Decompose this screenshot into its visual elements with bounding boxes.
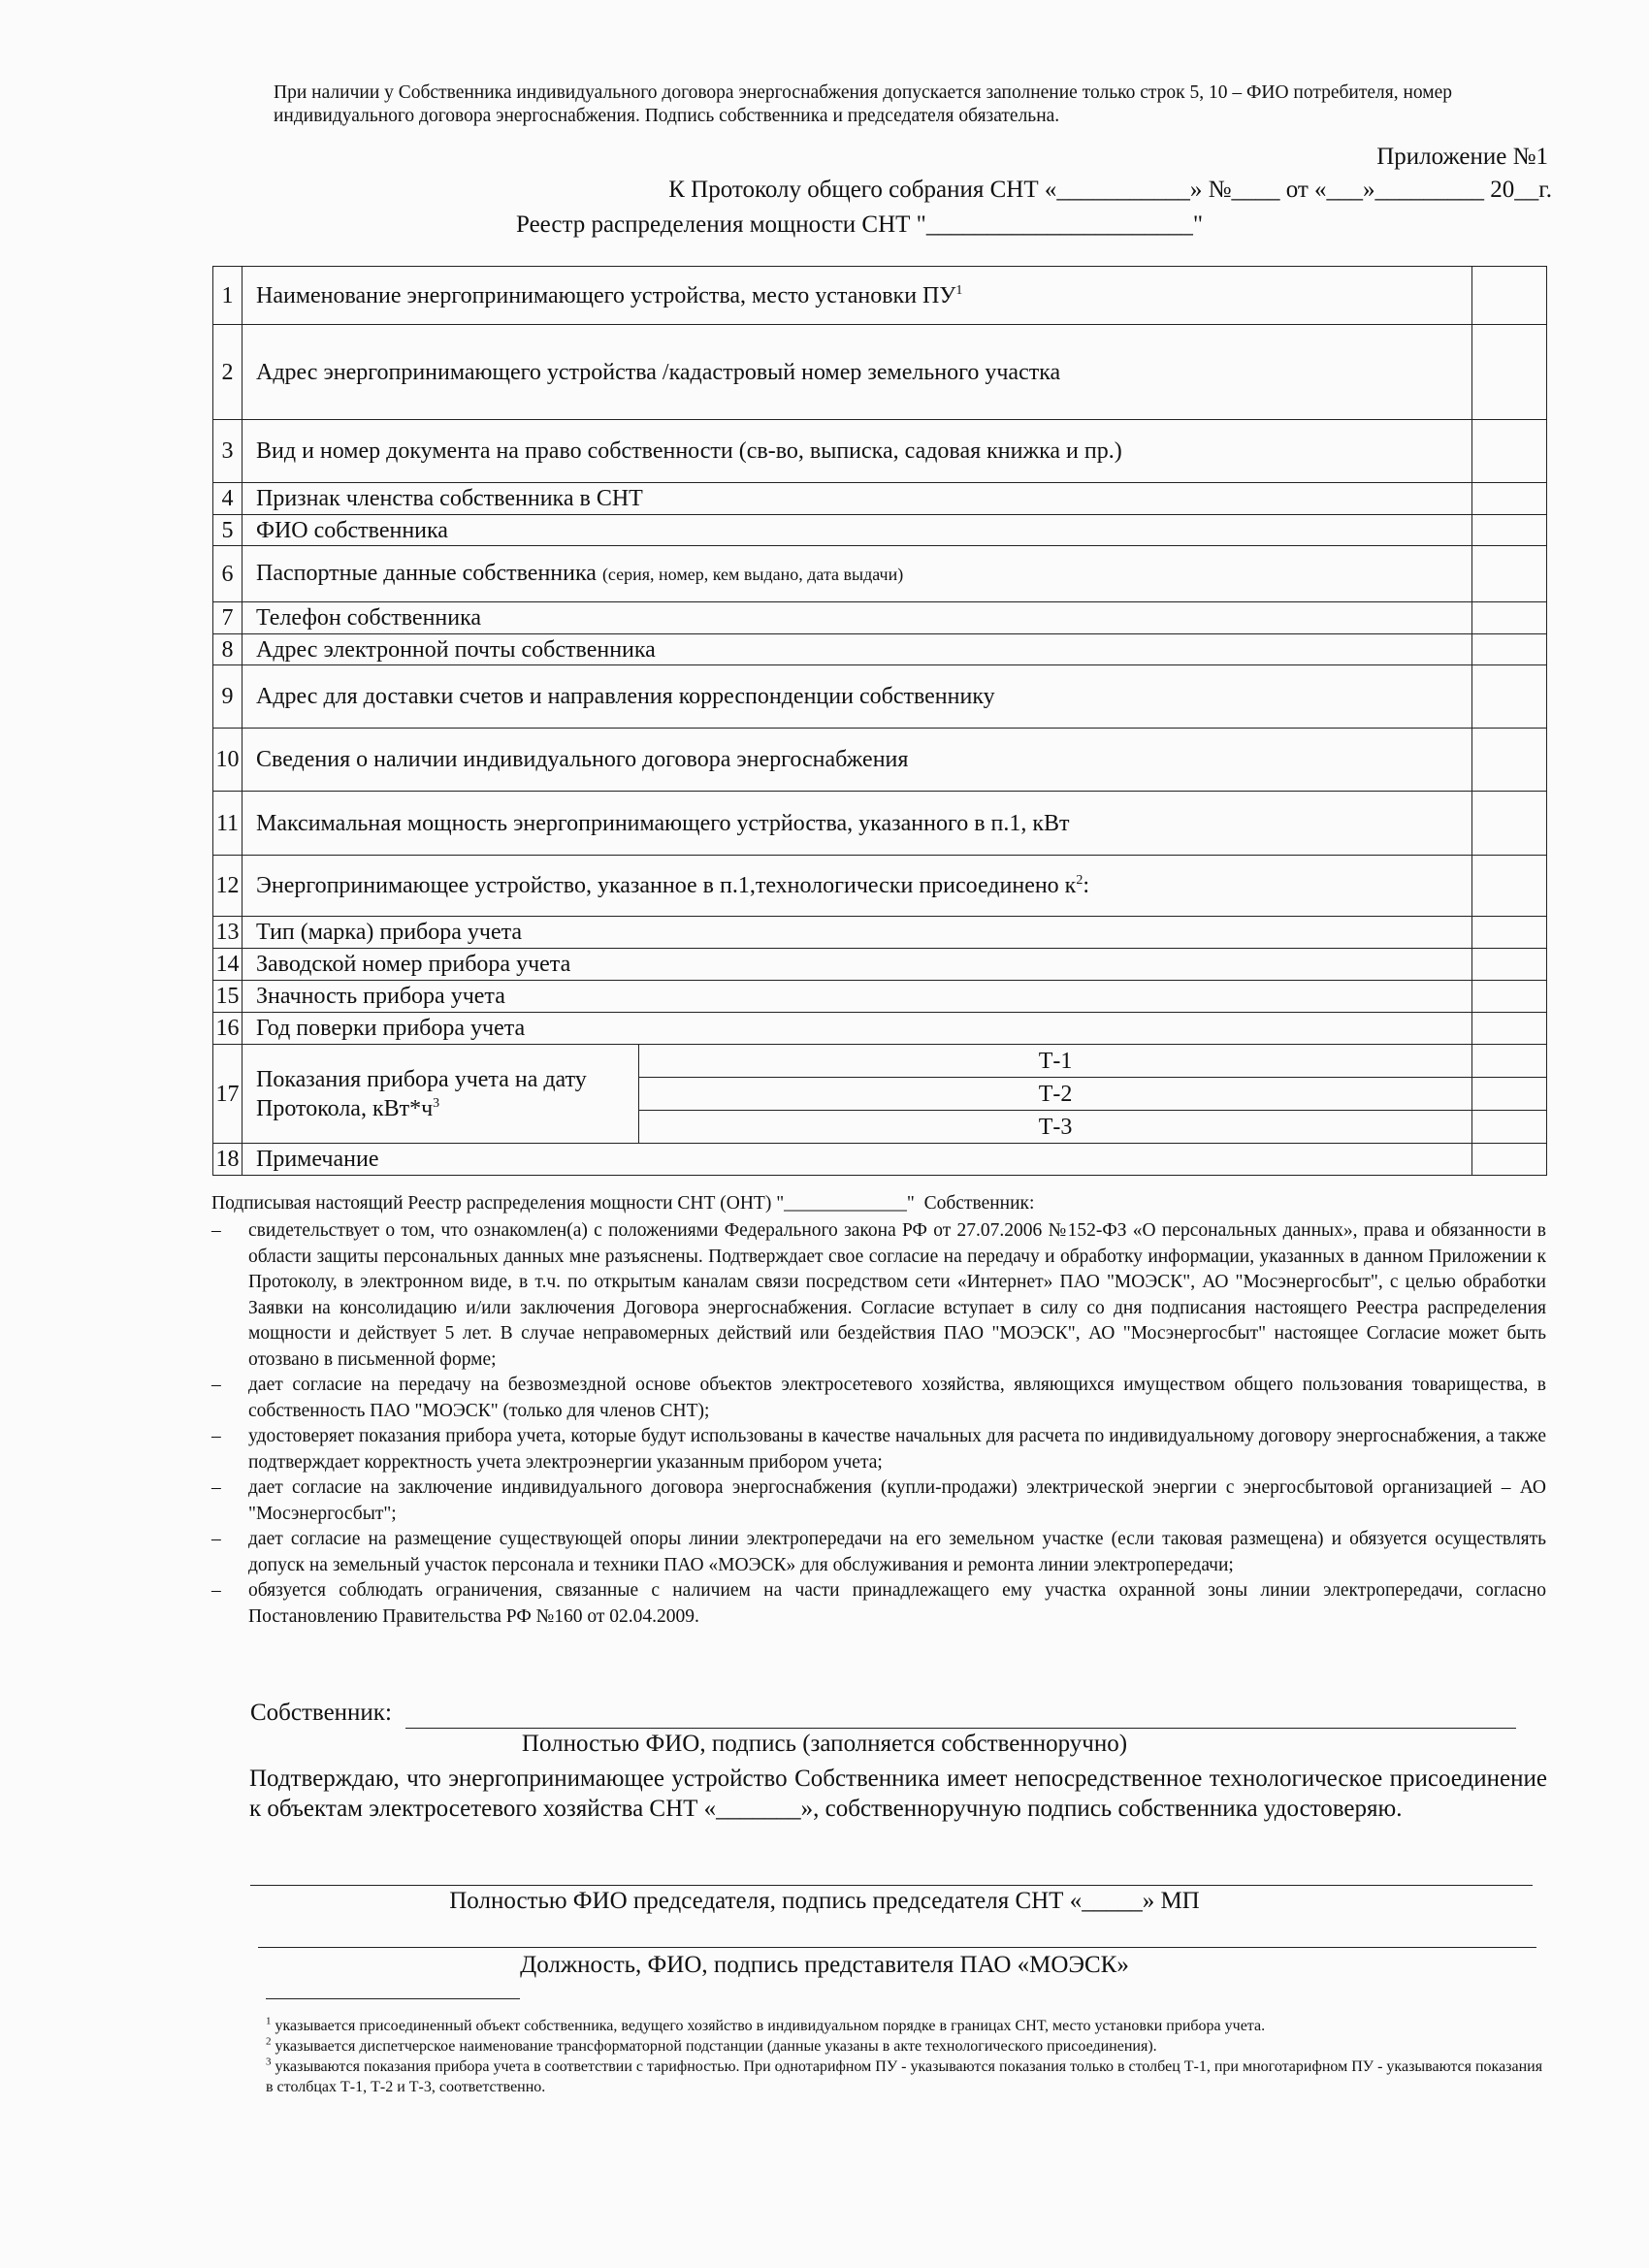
entry-field[interactable]	[1472, 420, 1547, 483]
footnotes	[266, 2016, 1546, 2097]
list-item: – дает согласие на заключение индивидуального договора энергоснабжения (купли-продажи) электрической энергии с энергосбытовой организацией – АО "Мосэнергосбыт";	[211, 1477, 1546, 1524]
table-row	[213, 483, 1547, 515]
confirm-text: Подтверждаю, что энергопринимающее устройство Собственника имеет непосредственное технологическое присоединение к объектам электросетевого хозяйства СНТ «_______», собственноручную подпись собственника удостоверяю.	[249, 1766, 1547, 1822]
owner-signature-line[interactable]	[405, 1728, 1516, 1729]
row-label: ФИО собственника	[242, 515, 1472, 546]
registry-title: Реестр распределения мощности СНТ "______________________"	[516, 211, 1204, 238]
appendix-label: Приложение №1	[1376, 144, 1548, 170]
footnote-mark: 3	[433, 1095, 440, 1111]
row-label-hint: (серия, номер, кем выдано, дата выдачи)	[601, 565, 904, 584]
row-label: Адрес для доставки счетов и направления корреспонденции собственнику	[242, 665, 1472, 729]
row-number: 12	[213, 856, 242, 917]
footnote-mark: 1	[955, 282, 963, 298]
row-label: Вид и номер документа на право собственности (св-во, выписка, садовая книжка и пр.)	[242, 420, 1472, 483]
row-number: 1	[213, 267, 242, 325]
table-row	[213, 1013, 1547, 1045]
row-number: 6	[213, 546, 242, 602]
table-row	[213, 856, 1547, 917]
row-label: Показания прибора учета на дату Протокола, $кВт*ч^3$	[242, 1045, 639, 1144]
owner-caption: Полностью ФИО, подпись (заполняется собственноручно)	[521, 1731, 1128, 1757]
moesk-caption: Должность, ФИО, подпись представителя ПАО «МОЭСК»	[520, 1952, 1129, 1978]
row-label: Адрес электронной почты собственника	[242, 634, 1472, 665]
list-item: – обязуется соблюдать ограничения, связанные с наличием на части принадлежащего ему участка охранной зоны линии электропередачи, согласно Постановлению Правительства РФ №160 от 02.04.2009.	[211, 1580, 1546, 1627]
row-label: Год поверки прибора учета	[242, 1013, 1472, 1045]
row-label: Признак членства собственника в СНТ	[242, 483, 1472, 515]
row-number: 15	[213, 981, 242, 1013]
row-label: Паспортные данные собственника (серия, номер, кем выдано, дата выдачи)	[242, 546, 1472, 602]
tariff-label: Т-2	[639, 1078, 1472, 1111]
consent-list	[211, 1218, 1546, 1630]
list-item: – свидетельствует о том, что ознакомлен(а) с положениями Федерального закона РФ от 27.07.2006 №152-ФЗ «О персональных данных», права и обязанности в области защиты персональных данных мне разъяснены. Подтверждает свое согласие на передачу и обработку информации, указанных в данном Приложении к Протоколу, в электронном виде, в т.ч. по открытым каналам связи посредством сети «Интернет» ПАО "МОЭСК", АО "Мосэнергосбыт", с целью обработки Заявки на консолидацию и/или заключения Договора энергоснабжения. Согласие вступает в силу со дня подписания настоящего Реестра распределения мощности и действует 5 лет. В случае неправомерных действий или бездействия ПАО "МОЭСК", АО "Мосэнергосбыт" настоящее Согласие может быть отозвано в письменной форме;	[211, 1220, 1546, 1370]
row-number: 8	[213, 634, 242, 665]
footnote: $^2$ указывается диспетчерское наименование трансформаторной подстанции (данные указаны в акте технологического присоединения).	[266, 2035, 1157, 2055]
row-label: Значность прибора учета	[242, 981, 1472, 1013]
row-number: 3	[213, 420, 242, 483]
entry-field-t2[interactable]	[1472, 1078, 1547, 1111]
table-row	[213, 602, 1547, 634]
entry-field[interactable]	[1472, 949, 1547, 981]
entry-field[interactable]	[1472, 792, 1547, 856]
row-number: 13	[213, 917, 242, 949]
row-number: 16	[213, 1013, 242, 1045]
protocol-line: К Протоколу общего собрания СНТ «___________» №____ от «___»_________ 20__г.	[668, 177, 1552, 203]
row-number: 4	[213, 483, 242, 515]
table-row	[213, 546, 1547, 602]
table-row	[213, 634, 1547, 665]
entry-field-t1[interactable]	[1472, 1045, 1547, 1078]
table-row	[213, 1144, 1547, 1176]
table-row	[213, 949, 1547, 981]
row-number: 5	[213, 515, 242, 546]
footnote-separator	[266, 1998, 520, 1999]
table-row	[213, 325, 1547, 420]
top-note: При наличии у Собственника индивидуального договора энергоснабжения допускается заполнение только строк 5, 10 – ФИО потребителя, номер индивидуального договора энергоснабжения. Подпись собственника и председателя обязательна.	[274, 82, 1453, 126]
row-number: 17	[213, 1045, 242, 1144]
chairman-caption: Полностью ФИО председателя, подпись председателя СНТ «_____» МП	[449, 1888, 1200, 1914]
row-number: 7	[213, 602, 242, 634]
list-item: – удостоверяет показания прибора учета, которые будут использованы в качестве начальных для расчета по индивидуальному договору энергоснабжения, а также подтверждает корректность учета электроэнергии указанным прибором учета;	[211, 1426, 1546, 1473]
entry-field[interactable]	[1472, 1144, 1547, 1176]
row-label: Примечание	[242, 1144, 1472, 1176]
footnote-mark: 2	[1076, 873, 1083, 888]
row-label: Наименование энергопринимающего устройства, место установки $ПУ^1$	[242, 267, 1472, 325]
row-number: 11	[213, 792, 242, 856]
table-row	[213, 665, 1547, 729]
row-number: 10	[213, 729, 242, 792]
list-item: – дает согласие на размещение существующей опоры линии электропередачи на его земельном участке (если таковая размещена) и обязуется осуществлять допуск на земельный участок персонала и техники ПАО «МОЭСК» для обслуживания и ремонта линии электропередачи;	[211, 1529, 1546, 1575]
signing-intro: Подписывая настоящий Реестр распределения мощности СНТ (ОНТ) "_____________" Собственник:	[211, 1193, 1035, 1214]
row-label: Энергопринимающее устройство, указанное в п.1,технологически присоединено $к^2$:	[242, 856, 1472, 917]
entry-field[interactable]	[1472, 515, 1547, 546]
table-row	[213, 515, 1547, 546]
row-label: Максимальная мощность энергопринимающего устрйоства, указанного в п.1, кВт	[242, 792, 1472, 856]
row-label: Сведения о наличии индивидуального договора энергоснабжения	[242, 729, 1472, 792]
owner-label: Собственник:	[250, 1700, 392, 1726]
entry-field[interactable]	[1472, 917, 1547, 949]
table-row	[213, 1045, 1547, 1078]
entry-field[interactable]	[1472, 981, 1547, 1013]
table-row	[213, 267, 1547, 325]
table-row	[213, 981, 1547, 1013]
tariff-label: Т-3	[639, 1111, 1472, 1144]
entry-field[interactable]	[1472, 483, 1547, 515]
moesk-signature-line[interactable]	[258, 1947, 1536, 1948]
row-label: Тип (марка) прибора учета	[242, 917, 1472, 949]
list-item: – дает согласие на передачу на безвозмездной основе объектов электросетевого хозяйства, являющихся имуществом общего пользования товарищества, в собственность ПАО "МОЭСК" (только для членов СНТ);	[211, 1375, 1546, 1421]
table-row	[213, 792, 1547, 856]
entry-field[interactable]	[1472, 1013, 1547, 1045]
row-number: 18	[213, 1144, 242, 1176]
entry-field[interactable]	[1472, 602, 1547, 634]
entry-field[interactable]	[1472, 325, 1547, 420]
table-row	[213, 420, 1547, 483]
row-label: Заводской номер прибора учета	[242, 949, 1472, 981]
row-label: Адрес энергопринимающего устройства /кадастровый номер земельного участка	[242, 325, 1472, 420]
entry-field[interactable]	[1472, 665, 1547, 729]
entry-field[interactable]	[1472, 546, 1547, 602]
table-row	[213, 729, 1547, 792]
entry-field-t3[interactable]	[1472, 1111, 1547, 1144]
footnote: $^1$ указывается присоединенный объект собственника, ведущего хозяйство в индивидуальном порядке в границах СНТ, место установки прибора учета.	[266, 2015, 1266, 2034]
chairman-signature-line[interactable]	[250, 1885, 1533, 1886]
entry-field[interactable]	[1472, 634, 1547, 665]
row-number: 14	[213, 949, 242, 981]
row-label: Телефон собственника	[242, 602, 1472, 634]
row-number: 9	[213, 665, 242, 729]
tariff-label: Т-1	[639, 1045, 1472, 1078]
footnote: $^3$ указываются показания прибора учета в соответствии с тарифностью. При однотарифном ПУ - указываются показания только в столбец Т-1, при многотарифном ПУ - указываются показания в столбцах Т-1, Т-2 и Т-3, соответственно.	[266, 2056, 1543, 2095]
entry-field[interactable]	[1472, 856, 1547, 917]
row-number: 2	[213, 325, 242, 420]
entry-field[interactable]	[1472, 729, 1547, 792]
registry-table	[212, 266, 1547, 1176]
entry-field[interactable]	[1472, 267, 1547, 325]
table-row	[213, 917, 1547, 949]
